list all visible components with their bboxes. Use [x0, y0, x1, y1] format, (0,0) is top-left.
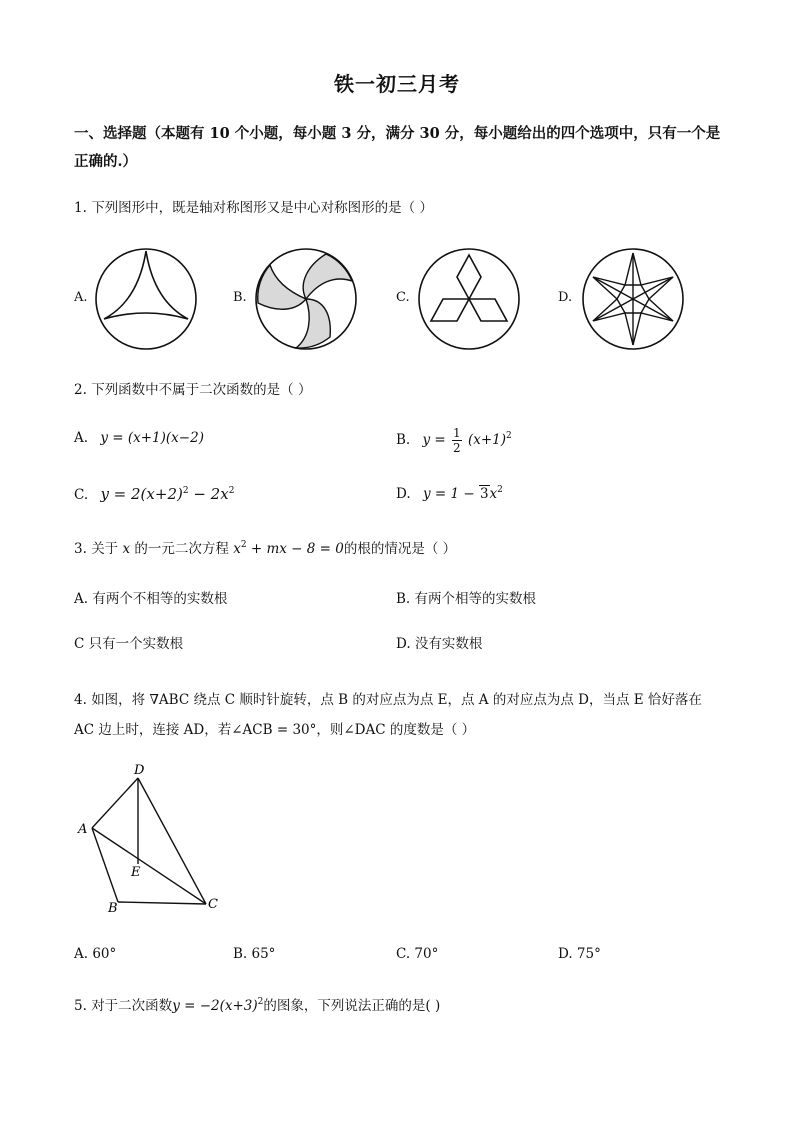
q1-option-a-label: A. [74, 290, 88, 305]
page-title: 铁一初三月考 [334, 72, 460, 96]
q4-option-c: C. 70° [396, 946, 439, 962]
question-number: 3. [74, 541, 87, 557]
exponent: 2 [497, 485, 503, 495]
question-1 [74, 196, 433, 220]
option-label: A. [74, 430, 89, 446]
point-label-b: B [108, 901, 118, 916]
question-text-mid: 的一元二次方程 [134, 541, 229, 557]
point-label-c: C [208, 897, 218, 912]
question-text-post: 的根的情况是（ ） [343, 541, 457, 557]
q1-option-d-label: D. [558, 290, 573, 305]
option-label: B. [396, 432, 411, 448]
exponent: 2 [506, 431, 512, 441]
option-expression-pre: y = 1 − [422, 486, 479, 502]
exponent: 2 [228, 486, 235, 496]
question-text: 下列图形中，既是轴对称图形又是中心对称图形的是（ ） [91, 200, 433, 216]
question-3 [74, 537, 456, 561]
variable: x [122, 541, 131, 557]
question-number: 4. [74, 692, 87, 708]
option-expression-post: x [489, 486, 498, 502]
q2-option-d [396, 482, 503, 506]
q1-option-c-label: C. [396, 290, 410, 305]
question-4-line2: AC 边上时，连接 AD，若∠ACB = 30°，则∠DAC 的度数是（ ） [74, 722, 476, 738]
question-text-pre: 关于 [91, 541, 119, 557]
question-number: 5. [74, 998, 87, 1014]
pinwheel-figure [254, 247, 358, 351]
equation: x [233, 541, 241, 557]
reuleaux-triangle-figure [94, 247, 198, 351]
option-expression-pre: y = [422, 432, 446, 448]
point-label-e: E [131, 865, 141, 880]
q3-option-c: C 只有一个实数根 [74, 636, 184, 652]
q3-option-b: B. 有两个相等的实数根 [396, 591, 537, 607]
q2-option-b [396, 426, 512, 455]
equation: y = −2(x+3) [172, 998, 258, 1014]
option-expression: y = 2(x+2) [100, 485, 183, 503]
q4-option-a: A. 60° [74, 946, 117, 962]
question-number: 1. [74, 200, 87, 216]
question-5 [74, 994, 440, 1018]
sqrt-radicand: 3 [479, 486, 489, 502]
exponent: 2 [182, 486, 189, 496]
section-header: 一、选择题（本题有 10 个小题，每小题 3 分，满分 30 分，每小题给出的四个选项中，只有一个是正确的.） [74, 125, 721, 170]
hexagram-star-figure [581, 247, 685, 351]
question-text: 下列函数中不属于二次函数的是（ ） [91, 382, 312, 398]
q4-option-b: B. 65° [233, 946, 276, 962]
point-label-d: D [134, 763, 145, 778]
rotation-triangle-figure [74, 760, 234, 920]
option-label: D. [396, 486, 411, 502]
equation-tail: + mx − 8 = 0 [246, 541, 344, 557]
exponent: 2 [240, 540, 247, 550]
q1-option-b-label: B. [233, 290, 247, 305]
q3-option-d: D. 没有实数根 [396, 636, 483, 652]
fraction: $\frac{1}{2}$ [453, 426, 461, 455]
question-2 [74, 378, 311, 402]
point-label-a: A [78, 822, 88, 837]
option-expression: y = (x+1)(x−2) [100, 430, 204, 446]
q3-option-a: A. 有两个不相等的实数根 [74, 591, 228, 607]
exponent: 2 [257, 997, 264, 1007]
option-expression-tail: − 2x [188, 485, 229, 503]
q4-option-d: D. 75° [558, 946, 601, 962]
question-number: 2. [74, 382, 87, 398]
question-4 [74, 688, 734, 712]
option-label: C. [74, 487, 89, 503]
q2-option-c [74, 482, 234, 507]
question-text-line1: 如图，将 ∇ABC 绕点 C 顺时针旋转，点 B 的对应点为点 E，点 A 的对应点为点 D，当点 E 恰好落在 [91, 692, 702, 708]
option-expression-post: (x+1) [467, 432, 507, 448]
three-rhombus-figure [417, 247, 521, 351]
question-text-pre: 对于二次函数 [91, 998, 173, 1014]
question-text-post: 的图象，下列说法正确的是( ) [263, 998, 441, 1014]
q2-option-a [74, 426, 204, 450]
